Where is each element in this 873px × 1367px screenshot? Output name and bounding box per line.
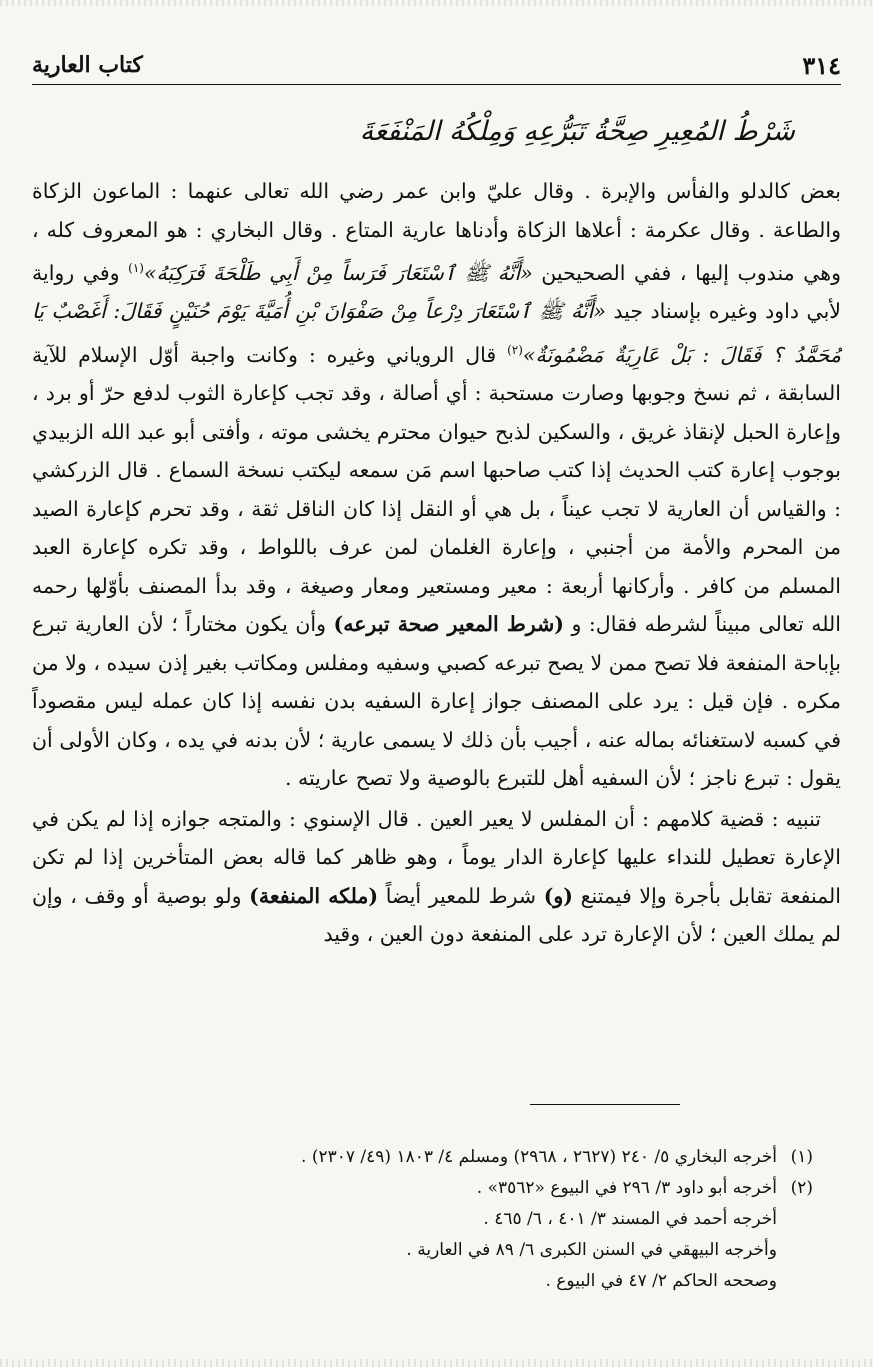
matn-text: (ملكه المنفعة) <box>249 883 379 908</box>
text-run: تنبيه : قضية كلامهم : أن المفلس لا يعير العين . قال الإسنوي : والمتجه جوازه إذا لم يكن في الإعارة تعطيل للنداء عليها كإعارة الدار يوماً ، وهو ظاهر كما قاله بعض المتأخرين إذا لم تكن المنفعة تقابل بأجرة وإلا فيمتنع <box>32 806 841 908</box>
section-heading: شَرْطُ المُعِيرِ صِحَّةُ تَبَرُّعِهِ وَمِلْكُهُ المَنْفَعَةَ <box>359 116 795 147</box>
hadith-quote: «أَنَّهُ ﷺ ٱسْتَعَارَ فَرَساً مِنْ أَبِي طَلْحَةَ فَرَكِبَهُ» <box>143 260 533 285</box>
footnote-line: أخرجه أبو داود ٣/ ٢٩٦ في البيوع «٣٥٦٢» . <box>476 1178 777 1198</box>
running-header <box>32 40 841 85</box>
text-run: وأن يكون مختاراً ؛ لأن العارية تبرع بإباحة المنفعة فلا تصح ممن لا يصح تبرعه كصبي وسفيه ومفلس ومكاتب بغير إذن سيده ، ولا من مكره . فإن قيل : يرد على المصنف جواز إعارة السفيه بدن نفسه إذا كان عمله ليس مقصوداً في كسبه لاستغنائه بماله عنه ، أجيب بأن ذلك لا يسمى عارية ؛ لأن بدنه في يده ، وكان الأولى أن يقول : تبرع ناجز ؛ لأن السفيه أهل للتبرع بالوصية ولا تصح عاريته . <box>32 612 841 791</box>
footnote-line: أخرجه أحمد في المسند ٣/ ٤٠١ ، ٦/ ٤٦٥ . <box>483 1209 777 1229</box>
text-run: بعض كالدلو والفأس والإبرة . وقال عليّ وابن عمر رضي الله تعالى عنهما : الماعون الزكاة والطاعة . وقال عكرمة : أعلاها الزكاة وأدناها عارية المتاع . وقال البخاري : هو المعروف كله ، وهي مندوب إليها ، ففي الصحيحين <box>32 179 841 285</box>
footnote-number: (١) <box>790 1147 813 1167</box>
footnote-2 <box>60 1173 813 1204</box>
text-run: شرط للمعير أيضاً <box>378 883 544 908</box>
footnote-line: وصححه الحاكم ٢/ ٤٧ في البيوع . <box>545 1271 777 1291</box>
matn-text: (شرط المعير صحة تبرعه) <box>333 612 564 637</box>
text-run: ولو بوصية أو وقف ، وإن لم يملك العين ؛ لأن الإعارة ترد على المنفعة دون العين ، وقيد <box>32 883 841 947</box>
footnote-line: وأخرجه البيهقي في السنن الكبرى ٦/ ٨٩ في العارية . <box>406 1240 777 1260</box>
book-title: كتاب العارية <box>32 52 143 78</box>
text-run: وفي رواية لأبي داود وغيره بإسناد جيد <box>32 260 841 324</box>
footnotes <box>60 1142 813 1297</box>
footnote-ref[interactable]: (١) <box>128 261 144 275</box>
footnote-separator <box>530 1104 680 1105</box>
footnote-number: (٢) <box>790 1178 813 1198</box>
text-run: قال الروياني وغيره : وكانت واجبة أوّل الإسلام للآية السابقة ، ثم نسخ وجوبها وصارت مستحبة : أي أصالة ، وقد تجب كإعارة الثوب لدفع حرّ أو برد ، وإعارة الحبل لإنقاذ غريق ، والسكين لذبح حيوان محترم يخشى موته ، وأفتى أبو عبد الله الزبيدي بوجوب إعارة كتب الحديث إذا كتب صاحبها اسم مَن سمعه ليكتب نسخة السماع . قال الزركشي : والقياس أن العارية لا تجب عيناً ، بل هي أو النقل إذا كان الناقل ثقة ، وقد تحرم كإعارة الصيد من المحرم والأمة من أجنبي ، وإعارة الغلمان لمن عرف باللواط ، وقد تكره كإعارة العبد المسلم من كافر . وأركانها أربعة : معير ومستعير ومعار وصيغة ، وقد بدأ المصنف بأوّلها رحمه الله تعالى مبيناً لشرطه فقال: و <box>32 342 841 637</box>
hadith-quote: «أَنَّهُ ﷺ ٱسْتَعَارَ دِرْعاً مِنْ صَفْوَانَ بْنِ أُمَيَّةَ يَوْمَ حُنَيْنٍ فَقَالَ: أَغَصْبٌ يَا مُحَمَّدُ ؟ فَقَالَ : بَلْ عَارِيَةٌ مَضْمُونَةٌ» <box>32 299 841 367</box>
paragraph-1 <box>32 172 841 798</box>
body-text <box>32 172 841 954</box>
footnote-1 <box>60 1142 813 1173</box>
scan-edge-bottom <box>0 1359 873 1367</box>
page-number: ٣١٤ <box>802 51 841 80</box>
matn-text: (و) <box>543 883 574 908</box>
paragraph-2 <box>32 800 841 954</box>
footnote-line: أخرجه البخاري ٥/ ٢٤٠ (٢٦٢٧ ، ٢٩٦٨) ومسلم ٤/ ١٨٠٣ (٤٩/ ٢٣٠٧) . <box>301 1147 777 1167</box>
scan-edge-top <box>0 0 873 6</box>
footnote-ref[interactable]: (٢) <box>507 342 523 357</box>
